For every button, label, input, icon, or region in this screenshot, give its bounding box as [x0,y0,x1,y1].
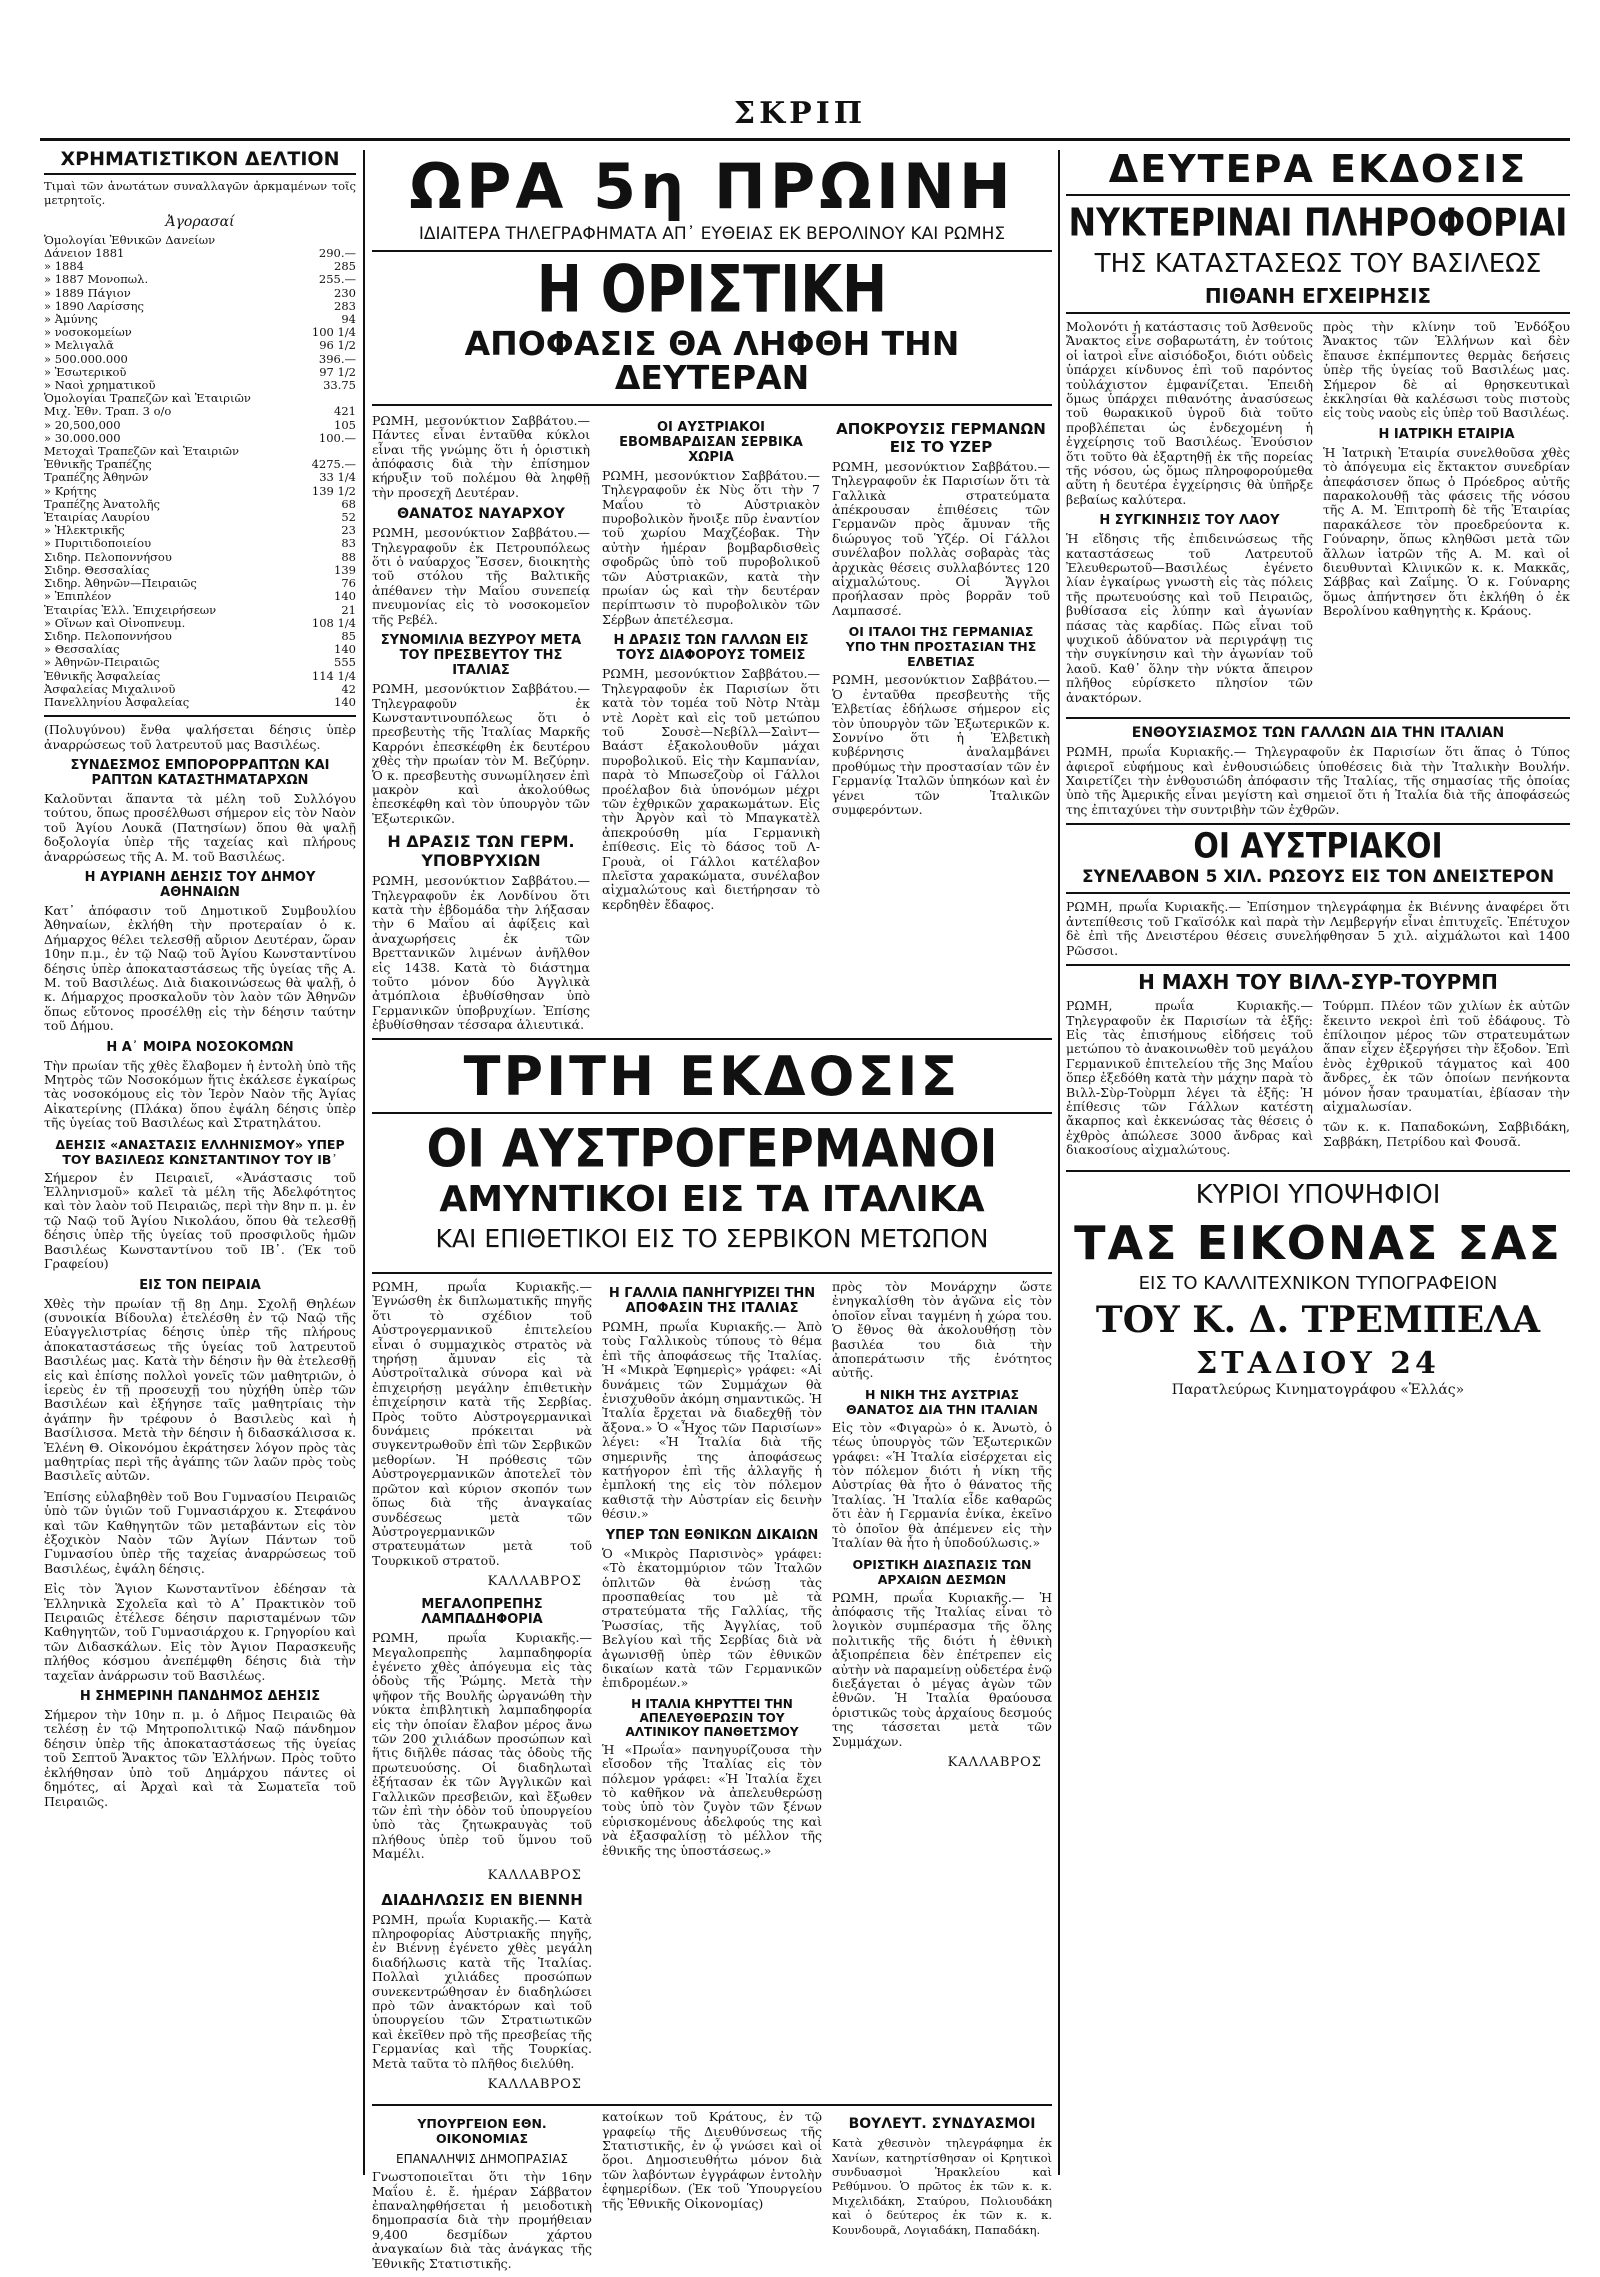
article-headline: ΣΥΝΟΜΙΛΙΑ ΒΕΖΥΡΟΥ ΜΕΤΑ ΤΟΥ ΠΡΕΣΒΕΥΤΟΥ ΤΗΣ ΙΤΑΛΙΑΣ [380,633,582,679]
stock-table-row [44,656,356,669]
article-text: ΡΩΜΗ, πρωΐα Κυριακῆς.— Ἐγνώσθη ἐκ διπλωματικῆς πηγῆς ὅτι τὸ σχέδιον τοῦ Αὐστρογερμανικοῦ ἐπιτελείου εἶναι ὁ συμμαχικὸς στρατὸς νὰ τηρήσῃ ἄμυναν εἰς τὰ Αὐστροϊταλικὰ σύνορα καὶ νὰ ἐπιχειρήσῃ μεγάλην ἐπιθετικὴν ἐπιχείρησιν κατὰ τῆς Σερβίας. Πρὸς τοῦτο Αὐστρογερμανικαὶ δυνάμεις πρόκειται νὰ συγκεντρωθοῦν ἐπὶ τῶν Σερβικῶν μεθορίων. Ἡ πρόθεσις τῶν Αὐστρογερμανικῶν ἀποτελεῖ τὸν πρῶτον καὶ κύριον σκοπόν των ὅπως διὰ τῆς ἀναγκαίας συνδέσεως μετὰ τῶν Ἀὐστρογερμανικῶν στρατευμάτων μετὰ τοῦ Τουρκικοῦ στρατοῦ. [372,1279,592,1568]
article-headline: Η ΝΙΚΗ ΤΗΣ ΑΥΣΤΡΙΑΣ ΘΑΝΑΤΟΣ ΔΙΑ ΤΗΝ ΙΤΑΛΙΑΝ [846,1386,1038,1417]
article-column [1323,999,1570,1163]
stock-name: » 1889 Πάγιον [44,285,131,300]
stock-price: 42 [341,681,356,696]
stock-table-row [44,696,356,709]
stock-name: Μετοχαὶ Τραπεζῶν καὶ Ἑταιριῶν [44,444,239,459]
article-text: ΡΩΜΗ, μεσονύκτιον Σαββάτου.— Τηλεγραφοῦν ἐκ Παρισίων ὅτι κατὰ τὸν τομέα τοῦ Νὸτρ Ντὰμ ντὲ Λορὲτ καὶ εἰς τοῦ μετώπου τοῦ Σουσὲ—Νεβίλλ—Σαὶντ—Βαάστ ἐξακολουθοῦν μάχαι πυροβολικοῦ. Εἰς τὴν Καμπανίαν, παρὰ τὸ Μπωσεζοὺρ οἱ Γάλλοι προέλαβον διὰ ὑπονόμων μέχρι τῶν ἐχθρικῶν χαρακωμάτων. Εἰς τὴν Ἀργὸν καὶ τὸ Μπαγκατὲλ ἀπεκρούσθη μία Γερμανικὴ ἐπίθεσις. Εἰς τὸ δάσος τοῦ Λ-Γρουὰ, οἱ Γάλλοι κατέλαβον πλεῖστα χαρακώματα, συνέλαβον αἰχμαλώτους καὶ διετήρησαν τὸ κερδηθὲν ἔδαφος. [602,666,820,912]
article-text: Χθὲς τὴν πρωίαν τῇ 8ῃ Δημ. Σχολῇ Θηλέων (συνοικία Βίδουλα) ἐτελέσθη ἐν τῷ Ναῷ τῆς Εὐαγγελιστρίας δέησις ὑπὲρ τῆς πλήρους ἀποκαταστάσεως τῆς ὑγείας τοῦ λατρευτοῦ Βασιλέως μας. Κατὰ τὴν δέησιν ἣν θὰ ἐτελεσθῇ εἰς καὶ ἐπίσης πολλοὶ γονεῖς τῶν μαθητριῶν, ὁ ἱερεὺς ἐν τῇ προσευχῇ του ηὐχήθη ὑπὲρ τῶν Βασιλέων καὶ ἐξήγησε ταῖς μαθητρίαις τὴν ἀγάπην ἣν τρέφουν ὁ Βασιλεὺς καὶ ἡ Βασίλισσα. Μετὰ τὴν δέησιν ἡ διδασκάλισσα κ. Ἑλένη Θ. Οἰκονόμου ἐκράτησεν λόγον πρὸς τὰς μαθητρίας περὶ τῆς ἀγάπης τῶν λαῶν πρὸς τοὺς Βασιλεῖς αὐτῶν. [44,1295,356,1484]
stock-price: 21 [341,602,356,617]
stock-name: Ἑταιρίας Ἑλλ. Ἐπιχειρήσεων [44,602,217,617]
ad-line-printer: ΕΙΣ ΤΟ ΚΑΛΛΙΤΕΧΝΙΚΟΝ ΤΥΠΟΓΡΑΦΕΙΟΝ [1138,1273,1498,1295]
article-column [832,414,1050,1039]
right-column [1066,147,1570,2180]
stock-price: 139 [334,562,356,577]
stock-name: Ἀσφαλείας Μιχαλινοῦ [44,681,176,696]
stock-price: 23 [341,523,356,538]
article-headline: ΟΙ ΑΥΣΤΡΙΑΚΟΙ ΕΒΟΜΒΑΡΔΙΣΑΝ ΣΕΡΒΙΚΑ ΧΩΡΙΑ [619,419,803,465]
stock-name: Πανελληνίου Ἀσφαλείας [44,694,190,709]
article-column [832,1280,1052,2100]
stock-name: » Ἐσωτερικοῦ [44,364,127,379]
article-signature: ΚΑΛΛΑΒΡΟΣ [487,1867,582,1883]
stock-price: 114 1/4 [311,668,356,683]
stock-price: 140 [334,694,356,709]
stock-price: 255.— [318,272,356,287]
austrogerman-subheadline: ΑΜΥΝΤΙΚΟΙ ΕΙΣ ΤΑ ΙΤΑΛΙΚΑ [439,1179,985,1221]
article-headline: ΕΙΣ ΤΟΝ ΠΕΙΡΑΙΑ [139,1277,261,1293]
night-news-subheadline: ΤΗΣ ΚΑΤΑΣΤΑΣΕΩΣ ΤΟΥ ΒΑΣΙΛΕΩΣ [1094,248,1542,279]
notice-subheadline: ΕΠΑΝΑΛΗΨΙΣ ΔΗΜΟΠΡΑΣΙΑΣ [395,2152,569,2167]
article-column [602,414,820,1039]
article-headline: Η Α᾽ ΜΟΙΡΑ ΝΟΣΟΚΟΜΩΝ [106,1039,294,1055]
ad-line-portraits: ΤΑΣ ΕΙΚΟΝΑΣ ΣΑΣ [1074,1215,1562,1270]
stock-bulletin-intro: Τιμαὶ τῶν ἀνωτάτων συναλλαγῶν ἀρκμαμένων τοῖς μετρητοῖς. [44,179,356,208]
stock-name: Τραπέζης Ἀθηνῶν [44,470,149,485]
article-text: Καλοῦνται ἅπαντα τὰ μέλη τοῦ Συλλόγου τούτου, ὅπως προσέλθωσι σήμερον εἰς τὸν Ναὸν τοῦ Ἁγίου Λουκᾶ (Πατησίων) ὅπου θὰ ψαλῇ δοξολογία ὑπὲρ τῆς ταχείας καὶ πλήρους ἀναρρώσεως τῆς Α. Μ. τοῦ Βασιλέως. [44,790,356,864]
article-headline: Η ΣΗΜΕΡΙΝΗ ΠΑΝΔΗΜΟΣ ΔΕΗΣΙΣ [79,1689,321,1705]
third-edition [372,1038,1052,1270]
article-text: ΡΩΜΗ, πρωΐα Κυριακῆς.— Ἀπὸ τοὺς Γαλλικοὺς τύπους τὸ θέμα ἐπὶ τῆς ἀποφάσεως τῆς Ἰταλίας. Ἡ «Μικρὰ Ἐφημερὶς» γράφει: «Αἱ δυνάμεις τῶν Συμμάχων θὰ ἐνισχυθοῦν ἀκόμη σημαντικῶς. Ἡ Ἰταλία ἔρχεται νὰ διαδεχθῇ τὸν ἄξονα.» Ὁ «Ἦχος τῶν Παρισίων» λέγει: «Ἡ Ἰταλία διὰ τῆς σημερινῆς της ἀποφάσεως κατήγορον ἐπὶ τῆς ἀλλαγῆς ἡ ἐμπλοκή της εἰς τὸν πόλεμον καθιστᾷ τὴν Αὐστρίαν εἰς δεινὴν θέσιν.» [602,1319,822,1522]
austrians-headline: ΟΙ ΑΥΣΤΡΙΑΚΟΙ [1193,826,1443,867]
advertisement [1066,1179,1570,1399]
stock-table-row [44,670,356,683]
stock-name: Μιχ. Ἐθν. Τραπ. 3 ο/ο [44,404,172,419]
bottom-notices [372,2104,1052,2277]
stock-price: 139 1/2 [311,483,356,498]
stock-name: » Οἴνων καὶ Οἰνοπνευμ. [44,615,186,630]
article-text: ΡΩΜΗ, μεσονύκτιον Σαββάτου.— Τηλεγραφοῦν ἐκ Κωνσταντινουπόλεως ὅτι ὁ πρεσβευτὴς τῆς Ἰταλίας Μαρκῆς Καρρόνι ἐπεσκέφθη ἐκ δευτέρου χθὲς τὴν πρωίαν τὸν Μ. Βεζύρην. Ὁ κ. πρεσβευτὴς συνωμίλησεν ἐπὶ μακρὸν καὶ ἀκολούθως ἐπεσκέφθη καὶ τὸν ὑπουργὸν τῶν Ἐξωτερικῶν. [372,681,590,826]
stock-price: 33 1/4 [319,470,356,485]
stock-name: » 1890 Λαρίσσης [44,298,144,313]
right-articles [1066,320,1570,711]
stock-table-row [44,551,356,564]
stock-name: » Θεσσαλίας [44,642,120,657]
divider [1066,823,1570,825]
article-headline: ΥΠΕΡ ΤΩΝ ΕΘΝΙΚΩΝ ΔΙΚΑΙΩΝ [605,1527,819,1543]
austrians-subheadline: ΣΥΝΕΛΑΒΟΝ 5 ΧΙΛ. ΡΩΣΟΥΣ ΕΙΣ ΤΟΝ ΔΝΕΙΣΤΕΡΟΝ [1066,869,1570,895]
article-text: Ἡ εἴδησις τῆς ἐπιδεινώσεως τῆς καταστάσεως τοῦ Λατρευτοῦ Ἐλευθερωτοῦ—Βασιλέως ἐγένετο λίαν ἐγκαίρως γνωστὴ εἰς τὰς πόλεις τῆς πρωτευούσης καὶ τοῦ Πειραιῶς, βυθίσασα εἰς λύπην καὶ ἀγωνίαν πάσας τὰς καρδίας. Πῶς εἶναι τοῦ ψυχικοῦ ἀδύνατον νὰ περιγράψῃ τις τὴν συγκίνησιν καὶ τὴν ἀγωνίαν τοῦ λαοῦ. Καθ᾽ ὅλην τὴν νύκτα ἄπειρον πλῆθος εὑρίσκετο πλησίον τῶν ἀνακτόρων. [1066,531,1313,705]
edition-hour-headline: ΩΡΑ 5η ΠΡΩΙΝΗ [409,150,1015,223]
stock-name: » νοσοκομείων [44,325,132,340]
stock-name: Τραπέζης Ἀνατολῆς [44,496,160,511]
stock-table [44,234,356,709]
stock-price: 283 [334,298,356,313]
article-headline: ΔΙΑΔΗΛΩΣΙΣ ΕΝ ΒΙΕΝΝΗ [381,1890,583,1909]
stock-table-row [44,353,356,366]
stock-price: 33.75 [323,378,356,393]
battle-articles [1066,999,1570,1163]
article-headline: ΟΙ ΙΤΑΛΟΙ ΤΗΣ ΓΕΡΜΑΝΙΑΣ ΥΠΟ ΤΗΝ ΠΡΟΣΤΑΣΙΑΝ ΤΗΣ ΕΛΒΕΤΙΑΣ [845,624,1037,670]
article-text: ΡΩΜΗ, μεσονύκτιον Σαββάτου.— Τηλεγραφοῦν ἐκ Νὺς ὅτι τὴν 7 Μαΐου τὸ Αὐστριακὸν πυροβολικὸν ἤνοιξε πῦρ ἐναντίον τοῦ χωρίου Μαχζέοβακ. Τὴν αὐτὴν ἡμέραν βομβαρδισθεὶς σφοδρῶς ὑπὸ τοῦ πυροβολικοῦ τῶν Αὐστριακῶν, κατὰ τὴν πρωίαν ὡς καὶ τὴν δευτέραν περίπτωσιν τὸ πυροβολικὸν τῶν Σέρβων ἀπετέλεσμα. [602,467,820,627]
divider [1066,717,1570,719]
stock-name: » Πυριτιδοποιείου [44,536,152,551]
stock-price: 108 1/4 [311,615,356,630]
stock-price: 396.— [318,351,356,366]
stock-name: Δάνειον 1881 [44,246,125,261]
stock-price: 4275.— [311,457,356,472]
stock-table-row [44,273,356,286]
stock-table-row [44,247,356,260]
lower-articles [372,1280,1052,2100]
austrogerman-subheadline-2: ΚΑΙ ΕΠΙΘΕΤΙΚΟΙ ΕΙΣ ΤΟ ΣΕΡΒΙΚΟΝ ΜΕΤΩΠΟΝ [435,1224,989,1254]
notice-headline: ΒΟΥΛΕΥΤ. ΣΥΝΔΥΑΣΜΟΙ [848,2116,1036,2133]
stock-table-row [44,617,356,630]
stock-price: 76 [341,576,356,591]
stock-table-row [44,604,356,617]
article-text: Κατ᾽ ἀπόφασιν τοῦ Δημοτικοῦ Συμβουλίου Ἀθηναίων, ἐκλήθη τὴν προτεραίαν ὁ κ. Δήμαρχος θέλει τελεσθῇ αὔριον Δευτέραν, ὥραν 10ην π.μ., ἐν τῷ Ναῷ τοῦ Ἁγίου Κωνσταντίνου δέησις ὑπὲρ ἀποκαταστάσεως τῆς ὑγείας τῆς Α. Μ. τοῦ Βασιλέως. Διὰ διακοινώσεως θὰ ψαλῇ, ὁ κ. Δήμαρχος προσκαλοῦν τὸν λαὸν τῶν Ἀθηνῶν ὅπως εὔτονος προσέλθῃ εἰς τὴν δέησιν ταύτην τοῦ Δήμου. [44,902,356,1034]
article-column [1323,320,1570,711]
stock-price: 94 [341,312,356,327]
stock-name: » Κρήτης [44,483,97,498]
article-text: Ἡ Ἰατρικὴ Ἑταιρία συνελθοῦσα χθὲς τὸ ἀπόγευμα εἰς ἔκτακτον συνεδρίαν ἀπεφάσισεν ὅπως ὁ Πρόεδρος αὐτῆς παρακολουθῇ τὰς φάσεις τῆς νόσου τῆς Α. Μ. Ἐπιτροπὴ δὲ τῆς Ἑταιρίας παρακάλεσε τὸν προεδρεύοντα κ. Γούναρην, ὅπως κληθῶσι μετὰ τῶν ἄλλων ἰατρῶν τῆς Α. Μ. καὶ οἱ διευθυνταὶ Κλινικῶν κ. κ. Μακκᾶς, Σάββας καὶ Ζαΐμης. Ὁ κ. Γούναρης ὅμως ἀπήντησεν ὅτι ἐκλήθη ὁ ἐκ Βερολίνου καθηγητὴς κ. Κράους. [1323,444,1570,619]
top-articles [372,414,1052,1039]
stock-name: Ὁμολογίαι Ἐθνικῶν Δανείων [44,232,216,247]
stock-table-row [44,485,356,498]
stock-price: 105 [334,417,356,432]
second-edition-headline: ΔΕΥΤΕΡΑ ΕΚΔΟΣΙΣ [1066,150,1570,196]
stock-bulletin-title: ΧΡΗΜΑΤΙΣΤΙΚΟΝ ΔΕΛΤΙΟΝ [44,150,356,175]
night-news-headline: ΝΥΚΤΕΡΙΝΑΙ ΠΛΗΡΟΦΟΡΙΑΙ [1068,199,1568,245]
stock-table-row [44,287,356,300]
decision-headline: Η ΟΡΙΣΤΙΚΗ [536,251,888,327]
article-headline: Η ΣΥΓΚΙΝΗΣΙΣ ΤΟΥ ΛΑΟΥ [1099,513,1280,529]
stock-price: 96 1/2 [319,338,356,353]
article-text: ΡΩΜΗ, πρωΐα Κυριακῆς.— Ἡ ἀπόφασις τῆς Ἰταλίας εἶναι τὸ λογικὸν συμπέρασμα τῆς ὅλης πολιτικῆς τῆς διότι ἡ ἐθνικὴ ἀξιοπρέπεια δὲν ἐπέτρεπεν εἰς αὐτὴν νὰ παραμείνῃ οὐδετέρα ἐνῷ διεξάγεται ὁ μέγας ἀγὼν τῶν ἐθνῶν. Ἡ Ἰταλία θραύουσα ὁριστικῶς τοὺς ἀρχαίους δεσμούς της τάσσεται μετὰ τῶν Συμμάχων. [832,1589,1052,1749]
stock-name: » 20,500,000 [44,417,121,432]
article-text: Ἡ «Πρωΐα» πανηγυρίζουσα τὴν εἴσοδον τῆς Ἰταλίας εἰς τὸν πόλεμον γράφει: «Ἡ Ἰταλία ἔχει τὸ καθῆκον νὰ ἀπελευθερώσῃ τοὺς ὑπὸ τὸν ζυγὸν τῶν ξένων εὑρισκομένους ἀδελφούς της καὶ νὰ ἐξασφαλίσῃ τὸ μέλλον τῆς ἐθνικῆς της ὑποστάσεως.» [602,1741,822,1858]
article-text: Σήμερον τὴν 10ην π. μ. ὁ Δῆμος Πειραιῶς θὰ τελέσῃ ἐν τῷ Μητροπολιτικῷ Ναῷ πάνδημον δέησιν ὑπὲρ τῆς ἀποκαταστάσεως τῆς ὑγείας τοῦ Σεπτοῦ Ἄνακτος τῶν Ἑλλήνων. Πρὸς τοῦτο ἐκλήθησαν ὑπὸ τοῦ Δημάρχου πάντες οἱ δημότες, αἱ Ἀρχαὶ καὶ τὰ Σωματεῖα τοῦ Πειραιῶς. [44,1707,356,1809]
stock-price: 140 [334,642,356,657]
ad-line-address: ΣΤΑΔΙΟΥ 24 [1196,1345,1440,1381]
article-headline: ΜΕΓΑΛΟΠΡΕΠΗΣ ΛΑΜΠΑΔΗΦΟΡΙΑ [421,1597,543,1628]
article-headline: Η ΔΡΑΣΙΣ ΤΩΝ ΓΑΛΛΩΝ ΕΙΣ ΤΟΥΣ ΔΙΑΦΟΡΟΥΣ ΤΟΜΕΙΣ [613,633,809,664]
notice-headline: ΥΠΟΥΡΓΕΙΟΝ ΕΘΝ. ΟΙΚΟΝΟΜΙΑΣ [417,2116,547,2147]
stock-table-row [44,590,356,603]
article-headline: ΣΥΝΔΕΣΜΟΣ ΕΜΠΟΡΟΡΡΑΠΤΩΝ ΚΑΙ ΡΑΠΤΩΝ ΚΑΤΑΣΤΗΜΑΤΑΡΧΩΝ [70,757,330,788]
article-headline: Η ΑΥΡΙΑΝΗ ΔΕΗΣΙΣ ΤΟΥ ΔΗΜΟΥ ΑΘΗΝΑΙΩΝ [84,869,316,900]
article-headline: ΕΝΘΟΥΣΙΑΣΜΟΣ ΤΩΝ ΓΑΛΛΩΝ ΔΙΑ ΤΗΝ ΙΤΑΛΙΑΝ [1131,725,1505,742]
night-news-subheadline-2: ΠΙΘΑΝΗ ΕΓΧΕΙΡΗΣΙΣ [1066,286,1570,314]
article-text: Ὁ «Μικρὸς Παρισινὸς» γράφει: «Τὸ ἐκατομμύριον τῶν Ἰταλῶν ὁπλιτῶν θὰ ἐνώσῃ τὰς προσπαθείας του μὲ τὰ στρατεύματα τῆς Γαλλίας, τῆς Ῥωσσίας, τῆς Ἀγγλίας, τοῦ Βελγίου καὶ τῆς Σερβίας διὰ νὰ ἀγωνισθῇ ὑπὲρ τῶν ἐθνικῶν δικαίων κατὰ τῶν Γερμανικῶν ἐπιδρομέων.» [602,1545,822,1691]
article-headline: ΔΕΗΣΙΣ «ΑΝΑΣΤΑΣΙΣ ΕΛΛΗΝΙΣΜΟΥ» ΥΠΕΡ ΤΟΥ ΒΑΣΙΛΕΩΣ ΚΩΝΣΤΑΝΤΙΝΟΥ ΤΟΥ ΙΒ᾽ [55,1136,345,1167]
article-headline: Η ΙΑΤΡΙΚΗ ΕΤΑΙΡΙΑ [1378,426,1515,442]
stock-price: 52 [341,510,356,525]
stock-name: Σιδηρ. Πελοποννήσου [44,549,172,564]
article-headline: Η ΔΡΑΣΙΣ ΤΩΝ ΓΕΡΜ. ΥΠΟΒΡΥΧΙΩΝ [387,832,575,871]
notice-text: Κατὰ χθεσινὸν τηλεγράφημα ἐκ Χανίων, κατηρτίσθησαν οἱ Κρητικοὶ συνδυασμοὶ Ἡρακλείου καὶ Ρεθύμνου. Ὁ πρῶτος ἐκ τῶν κ. κ. Μιχελιδάκη, Σταύρου, Πολιουδάκη καὶ ὁ δεύτερος ἐκ τῶν κ. κ. Κουνδουρᾶ, Λογιαδάκη, Παπαδάκη. [832,2136,1052,2237]
article-text: ΡΩΜΗ, μεσονύκτιον Σαββάτου.— Ὁ ἐνταῦθα πρεσβευτὴς τῆς Ἑλβετίας ἐδήλωσε σήμερον εἰς τὸν ὑπουργὸν τῶν Ἐξωτερικῶν κ. Σοννίνο ὅτι ἡ Ἑλβετικὴ κυβέρνησις ἀναλαμβάνει προθύμως τὴν προστασίαν τῶν ἐν Γερμανίᾳ Ἰταλῶν ὑπηκόων καὶ ἐν γένει τῶν Ἰταλικῶν συμφερόντων. [832,672,1050,817]
stock-price: 140 [334,589,356,604]
stock-name: » Μελιγαλᾶ [44,338,114,353]
stock-name: Ὁμολογίαι Τραπεζῶν καὶ Ἑταιριῶν [44,391,251,406]
telegram-subheadline: ΙΔΙΑΙΤΕΡΑ ΤΗΛΕΓΡΑΦΗΜΑΤΑ ΑΠ᾽ ΕΥΘΕΙΑΣ ΕΚ ΒΕΡΟΛΙΝΟΥ ΚΑΙ ΡΩΜΗΣ [372,226,1052,252]
article-text: ΡΩΜΗ, πρωΐα Κυριακῆς.— Τηλεγραφοῦν ἐκ Παρισίων τὰ ἑξῆς: Εἰς τὰς ἐπισήμους εἰδήσεις τοῦ μετώπου τὸ ἀνακοινωθὲν τοῦ μεγάλου Γερμανικοῦ ἐπιτελείου τῆς 3ης Μαΐου ὅπερ ἐξεδόθη κατὰ τὴν μάχην παρὰ τὸ Βιλλ-Σὺρ-Τοὺρμπ λέγει τὰ ἑξῆς: Ἡ ἐπίθεσις τῶν Γάλλων κατέστη ἄκαρπος καὶ ἐκκενώσας τὰς θέσεις ὁ ἐχθρὸς ἀπώλεσε 3000 ἄνδρας καὶ διακοσίους αἰχμαλώτους. [1066,998,1313,1158]
stock-name: » Ναοὶ χρηματικοῦ [44,378,156,393]
article-headline: ΟΡΙΣΤΙΚΗ ΔΙΑΣΠΑΣΙΣ ΤΩΝ ΑΡΧΑΙΩΝ ΔΕΣΜΩΝ [852,1556,1032,1587]
stock-name: » 1884 [44,259,84,274]
stock-table-row [44,419,356,432]
article-text: ΡΩΜΗ, μεσονύκτιον Σαββάτου.— Τηλεγραφοῦν ἐκ Παρισίων ὅτι τὰ Γαλλικὰ στρατεύματα ἀπέκρουσαν ἐπιθέσεις τῶν Γερμανῶν πρὸς ἄμυναν τῆς διώρυγος τοῦ Ὑζέρ. Οἱ Γάλλοι συνέλαβον πολλὰς σοβαρὰς τὰς ἀρχικὰς θέσεις συλλαβόντες 120 αἰχμαλώτους. Οἱ Ἄγγλοι προήλασαν πρὸς βορρᾶν τοῦ Λαμπασσέ. [832,458,1050,618]
article-text: ΡΩΜΗ, πρωΐα Κυριακῆς.— Τηλεγραφοῦν ἐκ Παρισίων ὅτι ἅπας ὁ Τύπος ἀφιεροῖ εὐφήμους καὶ ἐνθουσιώδεις ὑποθέσεις διὰ τὴν Ἰταλικὴν Βουλήν. Χαιρετίζει τὴν ἐνθουσιώδη ἀπόφασιν τῆς Ἰταλίας, τῆς σημασίας τῆς ὁποίας ὑπὸ τῆς Ἀμερικῆς εἶναι μεγίστη καὶ σημειοῖ ὅτι ἡ Ἰταλία διὰ τῆς ἀποφάσεώς της ἐπιταχύνει τὴν συντριβὴν τῶν ἐχθρῶν. [1066,744,1570,817]
stock-table-row [44,471,356,484]
stock-name: » Ἀθηνῶν-Πειραιῶς [44,655,160,670]
article-headline: Η ΓΑΛΛΙΑ ΠΑΝΗΓΥΡΙΖΕΙ ΤΗΝ ΑΠΟΦΑΣΙΝ ΤΗΣ ΙΤΑΛΙΑΣ [608,1286,816,1316]
stock-price: 100 1/4 [311,325,356,340]
stock-name: » Ἀμύνης [44,312,98,327]
notice-column [602,2110,822,2277]
article-column [1066,999,1313,1163]
stock-name: Σιδηρ. Θεσσαλίας [44,562,150,577]
article-signature: ΚΑΛΛΑΒΡΟΣ [947,1754,1042,1770]
stock-name: Ἐθνικῆς Τραπέζης [44,457,152,472]
article-text: Μολονότι ἡ κατάστασις τοῦ Ἀσθενοῦς Ἄνακτος εἶνε σοβαρωτάτη, ἐν τούτοις οἱ ἰατροὶ εἶνε αἰσιόδοξοι, διότι οὐδεὶς ὑπάρχει κίνδυνος ἐπὶ τοῦ παρόντος τοὐλάχιστον ἐμφανίζεται. Ἐπειδὴ ὅμως ὑπάρχει πιθανότης ἀνασύσεως τοῦ θωρακικοῦ ὑγροῦ διὰ τοῦτο προβλέπεται ὡς ἐνδεχομένη ἡ ἐγχείρησις τοῦ Βασιλέως. Ἐνούσιον ὅτι τοῦτο θὰ ἐξαρτηθῇ ἐκ τῆς πορείας τῆς νόσου, ὡς ὅμως πληροφορούμεθα αὕτη ἡ δευτέρα ἐγχείρησις θὰ ὑπῆρξε βεβαίως καλύτερα. [1066,318,1313,507]
article-text: Εἰς τὸν «Φιγαρὼ» ὁ κ. Ἀνωτὸ, ὁ τέως ὑπουργὸς τῶν Ἐξωτερικῶν γράφει: «Ἡ Ἰταλία εἰσέρχεται εἰς τὸν πόλεμον διότι ἡ νίκη τῆς Αὐστρίας θὰ ἦτο ὁ θάνατος τῆς Ἰταλίας. Ἡ Ἰταλία εἶδε καθαρῶς ὅτι ἐὰν ἡ Γερμανία ἐνίκα, ἐκεῖνο τὸ ὁποῖον θὰ ἀπέμενεν εἰς τὴν Ἰταλίαν θὰ ἦτο ἡ ὑποδούλωσις.» [832,1419,1052,1551]
column-divider-1 [363,150,365,2175]
article-headline: Η ΜΑΧΗ ΤΟΥ ΒΙΛΛ-ΣΥΡ-ΤΟΥΡΜΠ [1138,970,1498,995]
stock-price: 88 [341,549,356,564]
stock-name: » 1887 Μονοπωλ. [44,272,149,287]
stock-name: » 30.000.000 [44,430,121,445]
notice-text: κατοίκων τοῦ Κράτους, ἐν τῷ γραφείῳ τῆς Διευθύνσεως τῆς Στατιστικῆς, ἐν ᾧ γνώσει καὶ οἱ ὅροι. Δημοσιευθήτω μόνον διὰ τῶν λαβόντων ἐγγράφων ἐντολὴν ἐφημερίδων. (Ἐκ τοῦ Ὑπουργείου τῆς Ἐθνικῆς Οἰκονομίας) [602,2109,822,2211]
stock-price: 230 [334,285,356,300]
austrogerman-headline: ΟΙ ΑΥΣΤΡΟΓΕΡΜΑΝΟΙ [426,1118,998,1180]
ad-line-owner: ΤΟΥ Κ. Δ. ΤΡΕΜΠΕΛΑ [1095,1299,1541,1342]
stock-table-row [44,405,356,418]
article-text: ΡΩΜΗ, πρωΐα Κυριακῆς.— Κατὰ πληροφορίας Αὐστριακῆς πηγῆς, ἐν Βιέννῃ ἐγένετο χθὲς μεγάλη διαδήλωσις κατὰ τῆς Ἰταλίας. Πολλαὶ χιλιάδες προσώπων συνεκεντρώθησαν ἐν διαδηλώσει πρὸ τῶν ἀνακτόρων καὶ τοῦ ὑπουργείου τῶν Στρατιωτικῶν καὶ ἐκεῖθεν πρὸ τῆς πρεσβείας τῆς Γερμανίας καὶ τῆς Τουρκίας. Μετὰ ταῦτα τὸ πλῆθος διελύθη. [372,1911,592,2071]
stock-name: » Ἐπιπλέον [44,589,112,604]
stock-name: » 500.000.000 [44,351,128,366]
stock-table-row [44,683,356,696]
notice-column [832,2110,1052,2277]
stock-price: 421 [334,404,356,419]
article-text: πρὸς τὴν κλίνην τοῦ Ἐνδόξου Ἄνακτος τῶν Ἑλλήνων καὶ δὲν ἔπαυσε ἐκπέμποντες θερμὰς δεήσεις ὑπὲρ τῆς ὑγείας τοῦ Βασιλέως μας. Σήμερον δὲ αἱ θρησκευτικαὶ ἐκκλησίαι θὰ καλέσωσι τοὺς πιστοὺς εἰς τοὺς ναοὺς εἰς ὑπὲρ τοῦ Βασιλέως. [1323,318,1570,421]
article-signature: ΚΑΛΛΑΒΡΟΣ [487,2077,582,2093]
stock-price: 68 [341,496,356,511]
notice-column [372,2110,592,2277]
stock-price: 83 [341,536,356,551]
stock-table-row [44,537,356,550]
center-lower [372,1272,1052,2271]
stock-price: 290.— [318,246,356,261]
article-column [372,414,590,1039]
article-text: Τὴν πρωίαν τῆς χθὲς ἔλαβομεν ἡ ἐντολὴ ὑπὸ τῆς Μητρὸς τῶν Νοσοκόμων ἥτις ἐκάλεσε ἐγκαίρως τὰς νοσοκόμους εἰς τὸν Ἱερὸν Ναὸν τῆς Ἁγίας Αἰκατερίνης (Πλάκα) ὅπου ἐψάλη δέησις ὑπὲρ τῆς ὑγείας τοῦ Βασιλέως καὶ Στρατηλάτου. [44,1057,356,1131]
article-headline: ΘΑΝΑΤΟΣ ΝΑΥΑΡΧΟΥ [397,506,565,523]
stock-table-row [44,339,356,352]
ad-line-candidates: ΚΥΡΙΟΙ ΥΠΟΨΗΦΙΟΙ [1195,1179,1441,1210]
article-signature: ΚΑΛΛΑΒΡΟΣ [487,1574,582,1590]
stock-section-label: Ἀγορασαί [165,213,235,230]
article-text: ΡΩΜΗ, μεσονύκτιον Σαββάτου.— Τηλεγραφοῦν ἐκ Πετρουπόλεως ὅτι ὁ ναύαρχος Ἔσσεν, διοικητὴς τοῦ στόλου τῆς Βαλτικῆς ἀπέθανεν τὴν Μαΐου συνεπείᾳ πνευμονίας εἰς τὸ νοσοκομεῖον τῆς Ρεβέλ. [372,525,590,627]
article-text: ΡΩΜΗ, πρωΐα Κυριακῆς.— Μεγαλοπρεπὴς λαμπαδηφορία ἐγένετο χθὲς ἀπόγευμα εἰς τὰς ὁδοὺς τῆς Ῥώμης. Μετὰ τὴν ψῆφον τῆς Βουλῆς ὠργανώθη τὴν νύκτα ἐπιβλητικὴ λαμπαδηφορία εἰς τὴν ὁποίαν ἔλαβον μέρος ἄνω τῶν 200 χιλιάδων προσώπων καὶ ἥτις διῆλθε πάσας τὰς ὁδοὺς τῆς πρωτευούσης. Οἱ διαδηλωταὶ ἐξήτασαν ἐκ τῶν Ἀγγλικῶν καὶ Γαλλικῶν πρεσβειῶν, καὶ ἔξωθεν τῶν ἐπὶ τὴν ὁδὸν τοῦ ὑπουργείου ὑπὸ τὰς ζητωκραυγὰς τοῦ πλήθους ὑπὲρ τοῦ ὕμνου τοῦ Μαμέλι. [372,1630,592,1862]
article-column [1066,320,1313,711]
stock-name: Σιδηρ. Ἀθηνῶν—Πειραιῶς [44,576,197,591]
divider [1066,964,1570,966]
article-column [372,1280,592,2100]
article-text: Σήμερον ἐν Πειραιεῖ, «Ἀνάστασις τοῦ Ἑλληνισμοῦ» καλεῖ τὰ μέλη τῆς Ἀδελφότητος καὶ τὸν λαὸν τοῦ Πειραιῶς, περὶ τὴν 8ην π. μ. ἐν τῷ Ναῷ τοῦ Ἁγίου Νικολάου, ὅπου θὰ τελεσθῇ δέησις ὑπὲρ τῆς ὑγείας τοῦ προσφιλοῦς ἡμῶν Βασιλέως Κωνσταντίνου τοῦ ΙΒ᾽. (Ἐκ τοῦ Γραφείου) [44,1169,356,1272]
masthead-rule [40,138,1570,141]
third-edition-headline: ΤΡΙΤΗ ΕΚΔΟΣΙΣ [372,1050,1052,1114]
article-headline: ΑΠΟΚΡΟΥΣΙΣ ΓΕΡΜΑΝΩΝ ΕΙΣ ΤΟ ΥΖΕΡ [836,419,1046,456]
article-text: Ἐπίσης εὐλαβηθὲν τοῦ Βου Γυμνασίου Πειραιῶς ὑπὸ τῶν ὑγιῶν τοῦ Γυμνασιάρχου κ. Στεφάνου καὶ τῶν Καθηγητῶν τῶν μεταβάντων εἰς τὸν ἐξοχικὸν Ναὸν τῶν Ἁγίων Πάντων τοῦ Γυμνασίου ὑπὲρ τῆς ταχείας ἀναρρώσεως τοῦ Βασιλέως, ἐψάλη δέησις. [44,1488,356,1576]
article-text: ΡΩΜΗ, μεσονύκτιον Σαββάτου.— Τηλεγραφοῦν ἐκ Λονδίνου ὅτι κατὰ τὴν ἑβδομάδα τὴν λήξασαν τὴν 6 Μαΐου αἱ ἀφίξεις καὶ ἀναχωρήσεις ἐκ τῶν Βρεττανικῶν λιμένων ἀνῆλθον εἰς 1438. Κατὰ τὸ διάστημα τοῦτο μόνον δύο Ἀγγλικὰ ἀτμόπλοια ἐβυθίσθησαν ὑπὸ Γερμανικῶν ὑποβρυχίων. Ἐπίσης ἐβυθίσθησαν τέσσαρα ἁλιευτικά. [372,873,590,1033]
masthead: ΣΚΡΙΠ [733,96,867,131]
article-text: ΡΩΜΗ, πρωΐα Κυριακῆς.— Ἐπίσημον τηλεγράφημα ἐκ Βιέννης ἀναφέρει ὅτι ἀντεπίθεσις τοῦ Γκαϊσόλκ καὶ παρὰ τὴν Λεμβεργήν εἶναι ἐπιτυχεῖς. Ἐπέτυχον δὲ ἐπὶ τῆς Δνειστέρου θέσεις συνελήφθησαν 5 χιλ. αἰχμάλωτοι καὶ 1400 Ρῶσσοι. [1066,899,1570,958]
article-text: Εἰς τὸν Ἅγιον Κωνσταντῖνον ἐδέησαν τὰ Ἑλληνικὰ Σχολεῖα καὶ τὸ Α᾽ Πρακτικὸν τοῦ Πειραιῶς ἐτέλεσε δέησιν παρισταμένων τῶν Καθηγητῶν, τοῦ Γυμνασιάρχου κ. Γρηγορίου καὶ τῶν Διδασκάλων. Εἰς τὸν Ἀγιον Παρασκευῆς πλήθος κόσμου ἀνεπέμφθη δέησις διὰ τὴν ταχεῖαν ἀνάρρωσιν τοῦ Βασιλέως. [44,1581,356,1683]
stock-price: 555 [334,655,356,670]
left-column [44,150,356,2180]
notice-text: Γνωστοποιεῖται ὅτι τὴν 16ην Μαΐου ἐ. ἔ. ἡμέραν Σάββατον ἐπαναληφθήσεται ἡ μειοδοτικὴ δημοπρασία διὰ τὴν προμήθειαν 9,400 δεσμίδων χάρτου ἀναγκαίων διὰ τὰς ἀνάγκας τῆς Ἐθνικῆς Στατιστικῆς. [372,2169,592,2271]
article-text: ΡΩΜΗ, μεσονύκτιον Σαββάτου.— Πάντες εἶναι ἐνταῦθα κύκλοι εἶναι τῆς γνώμης ὅτι ἡ ὁριστικὴ ἀπόφασις διὰ τὴν ἐπίσημον κήρυξιν τοῦ πολέμου θὰ ληφθῇ τὴν προσεχῆ Δευτέραν. [372,412,590,500]
stock-price: 85 [341,628,356,643]
article-headline: Η ΙΤΑΛΙΑ ΚΗΡΥΤΤΕΙ ΤΗΝ ΑΠΕΛΕΥΘΕΡΩΣΙΝ ΤΟΥ ΑΛΤΙΝΙΚΟΥ ΠΑΝΘΕΤΣΜΟΥ [625,1696,799,1739]
stock-name: Ἑταιρίας Λαυρίου [44,510,150,525]
stock-price: 285 [334,259,356,274]
column-divider-2 [1058,150,1060,2175]
article-text: Τούρμπ. Πλέον τῶν χιλίων ἐκ αὐτῶν ἔκειντο νεκροὶ ἐπὶ τοῦ ἐδάφους. Τὸ ἐπίλοιπον μέρος τῶν στρατευμάτων ἅπαν εἶχεν ἐξεργήσει τὴν ἔξοδον. Ἐπὶ ἑνὸς ἐχθρικοῦ τάγματος καὶ 400 ἄνδρες, ἐκ τῶν ὁποίων πενήκοντα μόνον ἦσαν τραυματίαι, ἐβίασαν τὴν αἰχμαλωσίαν. [1323,998,1570,1114]
article-column [602,1280,822,2100]
stock-name: Ἐθνικῆς Ἀσφαλείας [44,668,161,683]
ad-line-location: Παρατλεύρως Κινηματογράφου «Ἑλλάς» [1171,1382,1465,1399]
stock-name: » Ἠλεκτρικῆς [44,523,125,538]
article-text: (Πολυγύνου) ἔνθα ψαλήσεται δέησις ὑπὲρ ἀναρρώσεως τοῦ λατρευτοῦ μας Βασιλέως. [44,722,356,752]
stock-price: 100.— [318,430,356,445]
divider [44,715,356,717]
article-text: τῶν κ. κ. Παπαδοκώνη, Σαββιδάκη, Σαββάκη, Πετρίδου καὶ Φουσᾶ. [1323,1119,1570,1149]
stock-price: 97 1/2 [319,364,356,379]
stock-name: Σιδηρ. Πελοποννήσου [44,628,172,643]
article-text: πρὸς τὸν Μονάρχην ὥστε ἐνηγκαλίσθη τὸν ἀγῶνα εἰς τὸν ὁποῖον εἶναι ταγμένη ἡ χώρα του. Ὁ ἔθνος θὰ ἀκολουθήσῃ τὸν βασιλέα του διὰ τὴν ἀποπεράτωσιν τῆς ἑνότητος αὐτῆς. [832,1279,1052,1381]
divider [1066,1170,1570,1172]
decision-subheadline: ΑΠΟΦΑΣΙΣ ΘΑ ΛΗΦΘΗ ΤΗΝ ΔΕΥΤΕΡΑΝ [372,327,1052,406]
